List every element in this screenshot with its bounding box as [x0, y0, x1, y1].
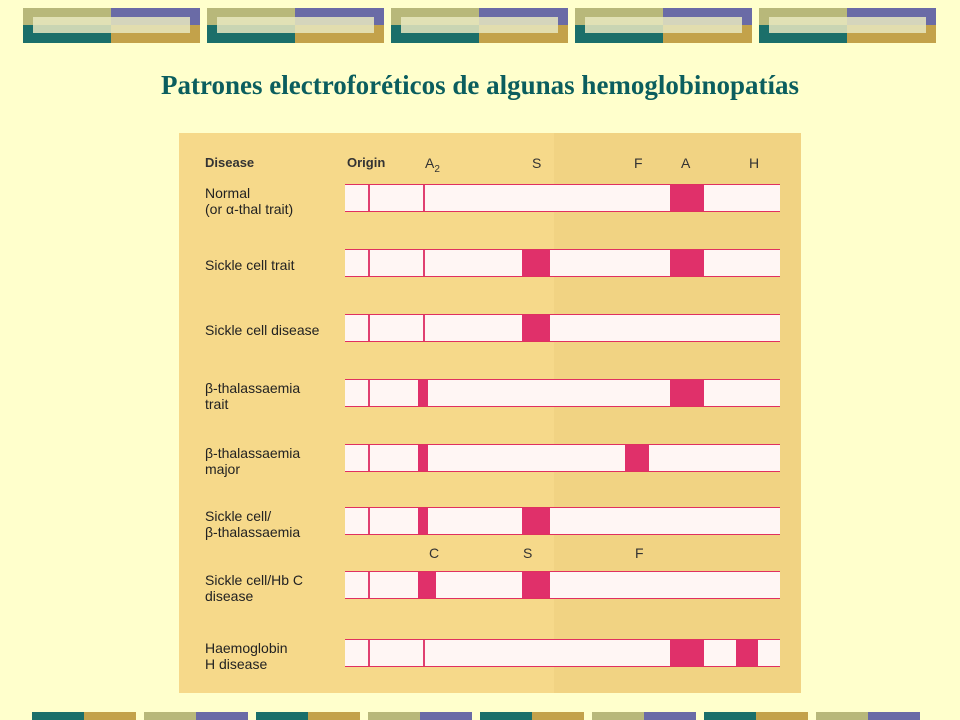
column-label-mid-c: C — [429, 545, 440, 561]
disease-label: Sickle cell disease — [205, 322, 320, 338]
column-label-a2: $A_2$ — [425, 155, 440, 175]
electrophoresis-strip — [345, 314, 780, 342]
disease-label: Sickle cell trait — [205, 257, 295, 273]
disease-label: β-thalassaemia major — [205, 445, 301, 477]
band-s — [522, 250, 550, 276]
electrophoresis-strip — [345, 507, 780, 535]
column-label-h: H — [749, 155, 760, 171]
column-label-f: F — [634, 155, 643, 171]
disease-label: β-thalassaemia trait — [205, 380, 301, 412]
strip-tick — [368, 380, 370, 406]
band-s — [522, 508, 550, 534]
deco-bottom-14 — [756, 712, 808, 720]
strip-tick — [423, 315, 425, 341]
electrophoresis-strip — [345, 249, 780, 277]
deco-bottom-5 — [256, 712, 308, 720]
electrophoresis-strip — [345, 184, 780, 212]
electrophoresis-strip — [345, 444, 780, 472]
electrophoresis-strip — [345, 571, 780, 599]
disease-header: Disease — [205, 155, 255, 170]
band-c — [418, 572, 436, 598]
disease-label: Sickle cell/Hb C disease — [205, 572, 304, 604]
deco-bottom-7 — [368, 712, 420, 720]
deco-bottom-9 — [480, 712, 532, 720]
deco-block-1 — [23, 8, 200, 43]
strip-tick — [368, 508, 370, 534]
deco-bottom-16 — [868, 712, 920, 720]
deco-bottom-13 — [704, 712, 756, 720]
deco-bottom-1 — [32, 712, 84, 720]
deco-bottom-10 — [532, 712, 584, 720]
deco-bottom-6 — [308, 712, 360, 720]
band-f — [625, 445, 649, 471]
deco-bottom-8 — [420, 712, 472, 720]
band-a2 — [418, 380, 428, 406]
band-a2 — [418, 445, 428, 471]
band-s — [522, 315, 550, 341]
strip-tick — [423, 640, 425, 666]
column-label-mid-f: F — [635, 545, 644, 561]
deco-bottom-4 — [196, 712, 248, 720]
band-a — [670, 185, 704, 211]
deco-bottom-11 — [592, 712, 644, 720]
deco-block-4 — [575, 8, 752, 43]
strip-tick — [423, 185, 425, 211]
band-a — [670, 640, 704, 666]
slide-title: Patrones electroforéticos de algunas hemoglobinopatías — [161, 70, 799, 100]
electrophoresis-strip — [345, 379, 780, 407]
column-label-a: A — [681, 155, 691, 171]
column-label-mid-s: S — [523, 545, 533, 561]
strip-tick — [368, 640, 370, 666]
electrophoresis-figure — [179, 133, 801, 693]
disease-label: Sickle cell/ β-thalassaemia — [205, 508, 301, 540]
strip-tick — [368, 250, 370, 276]
deco-block-5 — [759, 8, 936, 43]
strip-tick — [368, 572, 370, 598]
figure-shade — [554, 133, 801, 693]
band-a — [670, 250, 704, 276]
deco-bottom-15 — [816, 712, 868, 720]
band-a — [670, 380, 704, 406]
disease-label: Normal (or α-thal trait) — [205, 185, 294, 217]
strip-tick — [368, 185, 370, 211]
band-a2 — [418, 508, 428, 534]
deco-bottom-3 — [144, 712, 196, 720]
band-h — [736, 640, 758, 666]
strip-tick — [368, 315, 370, 341]
column-label-s: S — [532, 155, 542, 171]
deco-bottom-2 — [84, 712, 136, 720]
deco-block-2 — [207, 8, 384, 43]
electrophoresis-strip — [345, 639, 780, 667]
deco-bottom-12 — [644, 712, 696, 720]
origin-header: Origin — [347, 155, 386, 170]
strip-tick — [368, 445, 370, 471]
disease-label: Haemoglobin H disease — [205, 640, 288, 672]
strip-tick — [423, 250, 425, 276]
deco-block-3 — [391, 8, 568, 43]
band-s — [522, 572, 550, 598]
